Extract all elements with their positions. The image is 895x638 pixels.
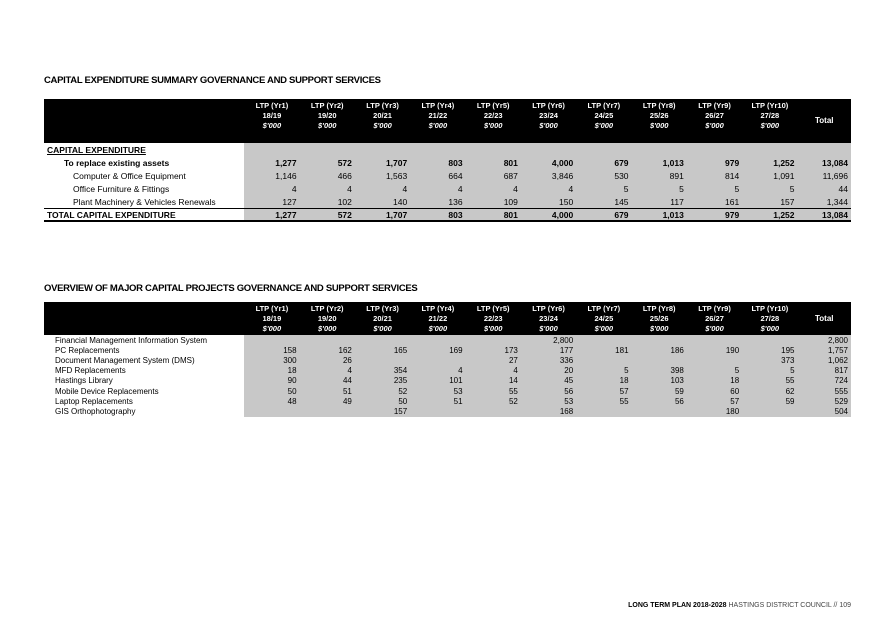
column-header-l3: $'000 bbox=[539, 324, 558, 333]
value-cell bbox=[687, 355, 742, 365]
value-cell: 1,277 bbox=[244, 209, 299, 222]
value-cell: 161 bbox=[687, 195, 742, 209]
value-cell: 50 bbox=[244, 386, 299, 396]
row-total-cell: 1,344 bbox=[798, 195, 851, 209]
value-cell: 103 bbox=[632, 376, 687, 386]
value-cell: 136 bbox=[410, 195, 465, 209]
capital-projects-table bbox=[44, 302, 851, 417]
value-cell: 466 bbox=[300, 169, 355, 182]
column-header-l3: $'000 bbox=[649, 324, 669, 333]
value-cell: 979 bbox=[687, 156, 742, 169]
empty-cell bbox=[798, 143, 851, 156]
column-header-l1: LTP (Yr1) bbox=[255, 101, 289, 110]
value-cell: 169 bbox=[410, 345, 465, 355]
empty-cell bbox=[521, 143, 576, 156]
value-cell: 190 bbox=[687, 345, 742, 355]
row-total-cell: 724 bbox=[798, 376, 851, 386]
table-row bbox=[44, 195, 851, 209]
row-label: GIS Orthophotography bbox=[55, 406, 136, 416]
column-header bbox=[466, 302, 521, 335]
value-cell: 52 bbox=[355, 386, 410, 396]
column-header-l2: 25/26 bbox=[649, 111, 669, 120]
table-row bbox=[44, 169, 851, 182]
value-cell bbox=[244, 335, 299, 345]
column-header-l2: 19/20 bbox=[317, 314, 337, 323]
column-header-l2: 27/28 bbox=[760, 314, 780, 323]
value-cell bbox=[632, 335, 687, 345]
column-header-l3: $'000 bbox=[428, 324, 448, 333]
column-header-l3: $'000 bbox=[262, 324, 282, 333]
column-header bbox=[687, 99, 742, 143]
column-header-l2: 26/27 bbox=[705, 111, 724, 120]
value-cell: 1,252 bbox=[742, 209, 797, 222]
column-header bbox=[300, 302, 355, 335]
column-header bbox=[576, 302, 631, 335]
column-header-l3: $'000 bbox=[317, 324, 337, 333]
value-cell: 4 bbox=[300, 366, 355, 376]
table-row bbox=[44, 406, 851, 416]
column-header-l3: $'000 bbox=[262, 121, 282, 130]
value-cell: 51 bbox=[410, 396, 465, 406]
column-header-l1: LTP (Yr8) bbox=[642, 304, 676, 313]
row-total-cell: 1,062 bbox=[798, 355, 851, 365]
value-cell: 195 bbox=[742, 345, 797, 355]
table-row bbox=[44, 182, 851, 195]
value-cell: 373 bbox=[742, 355, 797, 365]
value-cell: 4 bbox=[244, 182, 299, 195]
column-header-l3: $'000 bbox=[705, 121, 724, 130]
column-header bbox=[576, 99, 631, 143]
value-cell: 687 bbox=[466, 169, 521, 182]
value-cell: 572 bbox=[300, 209, 355, 222]
column-header-l2: 18/19 bbox=[262, 111, 282, 120]
row-label: MFD Replacements bbox=[55, 366, 126, 376]
footer-plan: LONG TERM PLAN 2018-2028 bbox=[628, 602, 727, 609]
column-header-l3: $'000 bbox=[760, 324, 780, 333]
value-cell: 59 bbox=[632, 386, 687, 396]
column-header-l3: $'000 bbox=[373, 324, 392, 333]
value-cell: 45 bbox=[521, 376, 576, 386]
value-cell bbox=[466, 406, 521, 416]
value-cell: 90 bbox=[244, 376, 299, 386]
value-cell: 4 bbox=[466, 182, 521, 195]
column-header-l1: LTP (Yr10) bbox=[751, 304, 789, 313]
table-row bbox=[44, 386, 851, 396]
row-label: Document Management System (DMS) bbox=[55, 355, 195, 365]
row-label: PC Replacements bbox=[55, 345, 120, 355]
value-cell: 398 bbox=[632, 366, 687, 376]
empty-cell bbox=[300, 143, 355, 156]
row-label: Hastings Library bbox=[55, 376, 113, 386]
value-cell: 530 bbox=[576, 169, 631, 182]
value-cell: 140 bbox=[355, 195, 410, 209]
column-header-l2: 21/22 bbox=[428, 111, 448, 120]
header-row bbox=[44, 302, 851, 335]
column-header-l1: LTP (Yr4) bbox=[421, 101, 455, 110]
value-cell: 18 bbox=[576, 376, 631, 386]
value-cell bbox=[687, 335, 742, 345]
value-cell: 102 bbox=[300, 195, 355, 209]
value-cell: 4 bbox=[466, 366, 521, 376]
value-cell bbox=[410, 406, 465, 416]
value-cell: 1,563 bbox=[355, 169, 410, 182]
column-header bbox=[521, 302, 576, 335]
value-cell: 4,000 bbox=[521, 209, 576, 222]
column-header-l1: LTP (Yr9) bbox=[698, 101, 731, 110]
value-cell: 1,277 bbox=[244, 156, 299, 169]
value-cell: 27 bbox=[466, 355, 521, 365]
column-header-l3: $'000 bbox=[594, 121, 614, 130]
value-cell: 62 bbox=[742, 386, 797, 396]
column-header-l1: LTP (Yr5) bbox=[476, 101, 510, 110]
row-label: TOTAL CAPITAL EXPENDITURE bbox=[44, 209, 244, 222]
value-cell: 5 bbox=[576, 182, 631, 195]
column-header bbox=[300, 99, 355, 143]
row-label: Office Furniture & Fittings bbox=[73, 183, 170, 194]
column-header-l2: 20/21 bbox=[373, 111, 392, 120]
value-cell: 127 bbox=[244, 195, 299, 209]
footer-council: HASTINGS DISTRICT COUNCIL // 109 bbox=[728, 602, 851, 609]
value-cell: 3,846 bbox=[521, 169, 576, 182]
empty-cell bbox=[355, 143, 410, 156]
value-cell bbox=[410, 335, 465, 345]
value-cell: 117 bbox=[632, 195, 687, 209]
value-cell: 572 bbox=[300, 156, 355, 169]
value-cell: 1,091 bbox=[742, 169, 797, 182]
row-label: Financial Management Information System bbox=[55, 335, 208, 345]
column-header bbox=[244, 99, 299, 143]
value-cell: 18 bbox=[244, 366, 299, 376]
value-cell: 1,146 bbox=[244, 169, 299, 182]
value-cell: 14 bbox=[466, 376, 521, 386]
value-cell: 52 bbox=[466, 396, 521, 406]
value-cell: 57 bbox=[576, 386, 631, 396]
row-total-cell: 529 bbox=[798, 396, 851, 406]
value-cell: 59 bbox=[742, 396, 797, 406]
column-header-l3: $'000 bbox=[483, 324, 503, 333]
column-header-l2: 22/23 bbox=[483, 314, 503, 323]
column-header-l1: LTP (Yr7) bbox=[587, 304, 621, 313]
empty-cell bbox=[244, 143, 299, 156]
column-header-l1: LTP (Yr7) bbox=[587, 101, 621, 110]
column-header bbox=[466, 99, 521, 143]
column-header-l1: LTP (Yr10) bbox=[751, 101, 789, 110]
value-cell: 51 bbox=[300, 386, 355, 396]
value-cell bbox=[355, 355, 410, 365]
value-cell: 801 bbox=[466, 156, 521, 169]
column-header bbox=[742, 99, 797, 143]
column-header-l2: 18/19 bbox=[262, 314, 282, 323]
value-cell: 891 bbox=[632, 169, 687, 182]
value-cell: 53 bbox=[521, 396, 576, 406]
page-footer bbox=[620, 602, 851, 609]
row-label: Laptop Replacements bbox=[55, 396, 133, 406]
value-cell: 145 bbox=[576, 195, 631, 209]
value-cell: 803 bbox=[410, 156, 465, 169]
value-cell bbox=[576, 355, 631, 365]
row-label: To replace existing assets bbox=[64, 157, 170, 168]
value-cell bbox=[632, 355, 687, 365]
value-cell: 4 bbox=[355, 182, 410, 195]
empty-cell bbox=[632, 143, 687, 156]
column-header-l1: LTP (Yr6) bbox=[532, 304, 565, 313]
value-cell: 53 bbox=[410, 386, 465, 396]
table-row bbox=[44, 396, 851, 406]
value-cell: 664 bbox=[410, 169, 465, 182]
column-header-l2: 22/23 bbox=[483, 111, 503, 120]
value-cell: 186 bbox=[632, 345, 687, 355]
column-header-l2: 24/25 bbox=[594, 314, 614, 323]
column-header bbox=[632, 99, 687, 143]
empty-cell bbox=[687, 143, 742, 156]
value-cell: 4 bbox=[410, 366, 465, 376]
table-row bbox=[44, 376, 851, 386]
column-header-l1: LTP (Yr6) bbox=[532, 101, 565, 110]
value-cell: 5 bbox=[632, 182, 687, 195]
value-cell bbox=[355, 335, 410, 345]
column-header bbox=[687, 302, 742, 335]
header-blank-cell bbox=[44, 99, 244, 143]
column-header-l1: LTP (Yr2) bbox=[310, 304, 344, 313]
value-cell: 157 bbox=[742, 195, 797, 209]
value-cell: 5 bbox=[687, 182, 742, 195]
value-cell: 1,707 bbox=[355, 209, 410, 222]
value-cell: 801 bbox=[466, 209, 521, 222]
column-header-l1: LTP (Yr9) bbox=[698, 304, 731, 313]
value-cell: 814 bbox=[687, 169, 742, 182]
capex-summary-table bbox=[44, 99, 851, 222]
capital-projects-title: OVERVIEW OF MAJOR CAPITAL PROJECTS GOVERNANCE AND SUPPORT SERVICES bbox=[44, 283, 418, 294]
empty-cell bbox=[466, 143, 521, 156]
row-total-cell: 504 bbox=[798, 406, 851, 416]
column-header-l1: LTP (Yr2) bbox=[310, 101, 344, 110]
row-total-cell: 13,084 bbox=[798, 209, 851, 222]
row-total-cell: 11,696 bbox=[798, 169, 851, 182]
value-cell: 5 bbox=[687, 366, 742, 376]
value-cell bbox=[410, 355, 465, 365]
row-total-cell: 2,800 bbox=[798, 335, 851, 345]
value-cell: 4 bbox=[521, 182, 576, 195]
value-cell bbox=[244, 406, 299, 416]
value-cell bbox=[576, 406, 631, 416]
value-cell bbox=[742, 335, 797, 345]
value-cell bbox=[300, 406, 355, 416]
value-cell: 57 bbox=[687, 396, 742, 406]
value-cell: 173 bbox=[466, 345, 521, 355]
value-cell: 50 bbox=[355, 396, 410, 406]
row-total-cell: 44 bbox=[798, 182, 851, 195]
row-total-cell: 1,757 bbox=[798, 345, 851, 355]
column-header-l3: $'000 bbox=[483, 121, 503, 130]
value-cell: 20 bbox=[521, 366, 576, 376]
column-header-l2: 26/27 bbox=[705, 314, 724, 323]
row-total-cell: 13,084 bbox=[798, 156, 851, 169]
value-cell: 168 bbox=[521, 406, 576, 416]
value-cell: 157 bbox=[355, 406, 410, 416]
column-header bbox=[244, 302, 299, 335]
column-header-l2: 25/26 bbox=[649, 314, 669, 323]
table-row bbox=[44, 355, 851, 365]
column-header-l2: 27/28 bbox=[760, 111, 780, 120]
value-cell: 300 bbox=[244, 355, 299, 365]
column-header-l2: 23/24 bbox=[539, 314, 558, 323]
value-cell: 679 bbox=[576, 156, 631, 169]
column-header-l2: 23/24 bbox=[539, 111, 558, 120]
column-header bbox=[355, 99, 410, 143]
empty-cell bbox=[410, 143, 465, 156]
row-total-cell: 555 bbox=[798, 386, 851, 396]
value-cell: 150 bbox=[521, 195, 576, 209]
value-cell: 1,707 bbox=[355, 156, 410, 169]
total-column-header: Total bbox=[798, 99, 851, 143]
total-column-header: Total bbox=[798, 302, 851, 335]
row-label: Mobile Device Replacements bbox=[55, 386, 159, 396]
row-label: Plant Machinery & Vehicles Renewals bbox=[73, 196, 216, 207]
value-cell: 1,013 bbox=[632, 209, 687, 222]
column-header-l3: $'000 bbox=[539, 121, 558, 130]
column-header bbox=[632, 302, 687, 335]
value-cell bbox=[632, 406, 687, 416]
empty-cell bbox=[742, 143, 797, 156]
replace-assets-row bbox=[44, 156, 851, 169]
value-cell: 4 bbox=[410, 182, 465, 195]
value-cell: 26 bbox=[300, 355, 355, 365]
value-cell: 235 bbox=[355, 376, 410, 386]
column-header bbox=[742, 302, 797, 335]
table-row bbox=[44, 335, 851, 345]
capex-heading-row bbox=[44, 143, 851, 156]
value-cell: 679 bbox=[576, 209, 631, 222]
value-cell bbox=[576, 335, 631, 345]
column-header bbox=[521, 99, 576, 143]
column-header bbox=[355, 302, 410, 335]
column-header-l2: 19/20 bbox=[317, 111, 337, 120]
value-cell: 5 bbox=[576, 366, 631, 376]
column-header-l3: $'000 bbox=[760, 121, 780, 130]
column-header-l2: 24/25 bbox=[594, 111, 614, 120]
value-cell bbox=[466, 335, 521, 345]
value-cell: 181 bbox=[576, 345, 631, 355]
column-header-l1: LTP (Yr4) bbox=[421, 304, 455, 313]
value-cell: 55 bbox=[576, 396, 631, 406]
column-header-l2: 21/22 bbox=[428, 314, 448, 323]
column-header-l3: $'000 bbox=[428, 121, 448, 130]
value-cell: 56 bbox=[632, 396, 687, 406]
value-cell bbox=[300, 335, 355, 345]
value-cell: 158 bbox=[244, 345, 299, 355]
value-cell: 44 bbox=[300, 376, 355, 386]
column-header-l1: LTP (Yr8) bbox=[642, 101, 676, 110]
column-header-l3: $'000 bbox=[317, 121, 337, 130]
header-row bbox=[44, 99, 851, 143]
empty-cell bbox=[576, 143, 631, 156]
capex-summary-title: CAPITAL EXPENDITURE SUMMARY GOVERNANCE AND SUPPORT SERVICES bbox=[44, 75, 381, 86]
column-header-l2: 20/21 bbox=[373, 314, 392, 323]
value-cell: 48 bbox=[244, 396, 299, 406]
value-cell: 979 bbox=[687, 209, 742, 222]
table-row bbox=[44, 366, 851, 376]
column-header-l1: LTP (Yr1) bbox=[255, 304, 289, 313]
value-cell: 2,800 bbox=[521, 335, 576, 345]
value-cell: 4,000 bbox=[521, 156, 576, 169]
value-cell: 165 bbox=[355, 345, 410, 355]
column-header-l3: $'000 bbox=[594, 324, 614, 333]
column-header-l3: $'000 bbox=[373, 121, 392, 130]
value-cell: 4 bbox=[300, 182, 355, 195]
column-header-l1: LTP (Yr3) bbox=[366, 101, 399, 110]
header-blank-cell bbox=[44, 302, 244, 335]
value-cell: 354 bbox=[355, 366, 410, 376]
row-label: Computer & Office Equipment bbox=[73, 170, 186, 181]
value-cell: 101 bbox=[410, 376, 465, 386]
value-cell: 49 bbox=[300, 396, 355, 406]
column-header bbox=[410, 99, 465, 143]
column-header-l1: LTP (Yr3) bbox=[366, 304, 399, 313]
value-cell: 55 bbox=[742, 376, 797, 386]
row-total-cell: 817 bbox=[798, 366, 851, 376]
value-cell: 5 bbox=[742, 366, 797, 376]
value-cell bbox=[742, 406, 797, 416]
column-header bbox=[410, 302, 465, 335]
value-cell: 1,013 bbox=[632, 156, 687, 169]
table-row bbox=[44, 345, 851, 355]
value-cell: 5 bbox=[742, 182, 797, 195]
value-cell: 18 bbox=[687, 376, 742, 386]
value-cell: 177 bbox=[521, 345, 576, 355]
column-header-l1: LTP (Yr5) bbox=[476, 304, 510, 313]
value-cell: 180 bbox=[687, 406, 742, 416]
value-cell: 109 bbox=[466, 195, 521, 209]
total-capex-row bbox=[44, 209, 851, 222]
value-cell: 803 bbox=[410, 209, 465, 222]
capex-heading: CAPITAL EXPENDITURE bbox=[47, 144, 146, 155]
column-header-l3: $'000 bbox=[649, 121, 669, 130]
value-cell: 336 bbox=[521, 355, 576, 365]
column-header-l3: $'000 bbox=[705, 324, 724, 333]
value-cell: 162 bbox=[300, 345, 355, 355]
value-cell: 56 bbox=[521, 386, 576, 396]
value-cell: 55 bbox=[466, 386, 521, 396]
value-cell: 1,252 bbox=[742, 156, 797, 169]
value-cell: 60 bbox=[687, 386, 742, 396]
